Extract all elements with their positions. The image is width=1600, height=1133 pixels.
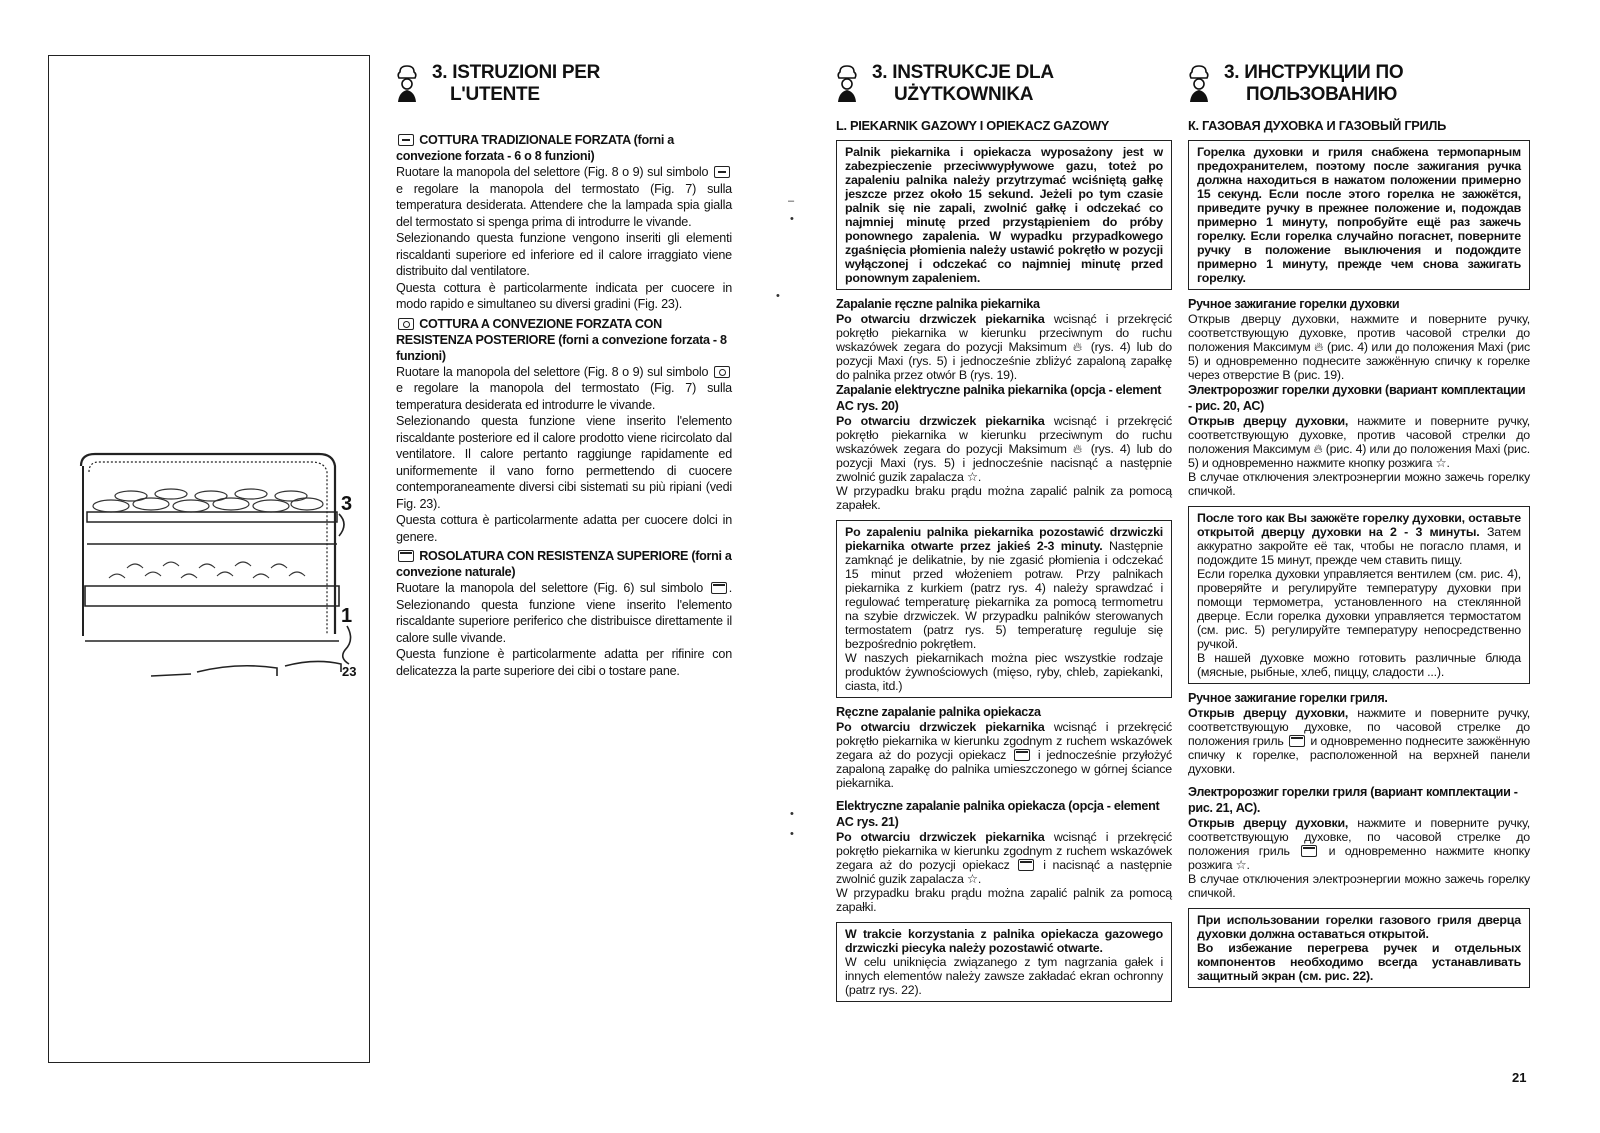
ru-box3-bold: При использовании горелки газового гриля дверца духовки должна оставаться открытой. xyxy=(1197,913,1521,941)
top-element-icon xyxy=(711,582,727,594)
spark-icon: ☆ xyxy=(966,872,978,886)
traditional-fan-icon xyxy=(714,166,730,178)
top-element-icon xyxy=(398,550,414,562)
it-s1-p3: Questa cottura è particolarmente indicata per cuocere in modo rapido e simultaneo su diversi gradini (Fig. 23). xyxy=(396,280,732,311)
it-s1-heading: COTTURA TRADIZIONALE FORZATA (forni a convezione forzata - 6 o 8 funzioni) xyxy=(396,133,674,163)
ru-s1-text-a: Открыв дверцу духовки, нажмите и поверните ручку, соответствующую духовке, против часовой стрелки до положения Максимум xyxy=(1188,312,1530,354)
pl-warning-box-3 xyxy=(836,922,1172,1002)
ru-s3-heading: Ручное зажигание горелки гриля. xyxy=(1188,691,1388,705)
margin-mark: – xyxy=(788,195,795,207)
it-s1-text-b: e regolare la manopola del termostato (Fig. 7) sulla temperatura desiderata. Attendere che la lampada spia gialla del termostato si spenga prima di introdurre le vivande. xyxy=(396,181,732,229)
pl-s4-text-c: i nacisnąć a następnie zwolnić guzik zapalacza xyxy=(836,858,1172,886)
pl-s2-text-b: wcisnąć i przekręcić pokrętło piekarnika w kierunku przeciwnym do ruchu wskazówek zegara do pozycji Maksimum xyxy=(836,414,1172,456)
ru-s3-bold: Открыв дверцу духовки, xyxy=(1188,706,1349,720)
pl-s4-heading: Elektryczne zapalanie palnika opiekacza (opcja - element AC rys. 21) xyxy=(836,799,1160,829)
pl-s1-heading: Zapalanie ręczne palnika piekarnika xyxy=(836,297,1040,311)
ru-s4-bold: Открыв дверцу духовки, xyxy=(1188,816,1349,830)
it-section-1 xyxy=(396,132,732,313)
ru-warning-box-1 xyxy=(1188,140,1530,290)
traditional-fan-icon xyxy=(398,134,414,146)
it-s3-text-a: Ruotare la manopola del selettore (Fig. 6) sul simbolo xyxy=(396,581,704,595)
page-number: 21 xyxy=(1512,1070,1527,1085)
pl-s2-heading: Zapalanie elektryczne palnika piekarnika (opcja - element AC rys. 20) xyxy=(836,383,1162,413)
pl-s2-p2: W przypadku braku prądu można zapalić palnik za pomocą zapałek. xyxy=(836,484,1172,512)
it-section-3 xyxy=(396,548,732,679)
pl-s3-heading: Ręczne zapalanie palnika opiekacza xyxy=(836,705,1041,719)
ru-s3-text-b: нажмите и поверните ручку, соответствующую духовке, по часовой стрелке до положения гриль xyxy=(1188,706,1530,748)
ru-s1-text-b: (рис. 4) или до положения Maxi (рис 5) и одновременно поднесите зажжённую спичку к горелке через отверстие В (рис. 19). xyxy=(1188,340,1530,382)
ru-section-header xyxy=(1188,62,1530,114)
grill-icon xyxy=(1301,845,1317,857)
rack-level-3: 3 xyxy=(341,493,353,515)
pl-heading: L. PIEKARNIK GAZOWY I OPIEKACZ GAZOWY xyxy=(836,118,1110,133)
it-s2-heading: COTTURA A CONVEZIONE FORZATA CON RESISTENZA POSTERIORE (forni a convezione forzata - 8 funzioni) xyxy=(396,316,727,363)
flame-icon: 🔥︎ xyxy=(1072,340,1085,354)
it-s1-text-a: Ruotare la manopola del selettore (Fig. 8 o 9) sul simbolo xyxy=(396,165,709,179)
pl-title-line2: UŻYTKOWNIKA xyxy=(894,84,1034,105)
pl-s4-bold: Po otwarciu drzwiczek piekarnika xyxy=(836,830,1045,844)
pl-warning-box-1 xyxy=(836,140,1172,290)
it-s3-text-b: . Selezionando questa funzione viene inserito l'elemento riscaldante superiore periferico che distribuisce direttamente il calore sulle vivande. xyxy=(396,581,732,645)
chef-icon xyxy=(1188,64,1210,104)
ru-box3-text: Во избежание перегрева ручек и отдельных компонентов необходимо всегда устанавливать защитный экран (см. рис. 22). xyxy=(1197,941,1521,983)
flame-icon: 🔥︎ xyxy=(1314,340,1324,354)
ru-warning-box-2 xyxy=(1188,506,1530,684)
pl-title-line1: 3. INSTRUKCJE DLA xyxy=(872,62,1054,83)
ru-title xyxy=(1224,62,1403,106)
flame-icon: 🔥︎ xyxy=(1072,442,1085,456)
pl-s1-text-b: wcisnąć i przekręcić pokrętło piekarnika w kierunku przeciwnym do ruchu wskazówek zegara do pozycji Maksimum xyxy=(836,312,1172,354)
ru-title-line1: 3. ИНСТРУКЦИИ ПО xyxy=(1224,62,1404,83)
ru-s4-p2: В случае отключения электроэнергии можно зажечь горелку спичкой. xyxy=(1188,872,1530,900)
pl-s2-text-c: (rys. 4) lub do pozycji Maxi (rys. 5) i jednocześnie nacisnąć a następnie zwolnić guzik zapalacza xyxy=(836,442,1172,484)
chef-icon xyxy=(836,64,858,104)
ru-box2-bold: После того как Вы зажжёте горелку духовки, оставьте открытой дверцу духовки на 2 - 3 минуты. xyxy=(1197,511,1521,539)
margin-mark: • xyxy=(790,828,794,840)
pl-s3-bold: Po otwarciu drzwiczek piekarnika xyxy=(836,720,1045,734)
pl-box2-bold: Po zapaleniu palnika piekarnika pozostawić drzwiczki piekarnika otwarte przez jakieś 2-3 minuty. xyxy=(845,525,1163,553)
pl-box2-text: Następnie zamknąć je delikatnie, by nie zgasić płomienia i odczekać 15 minut przed włożeniem potraw. Przy palnikach piekarnika z kurkiem (patrz rys. 4) należy sprawdzać i regulować temperaturę piekarnika za pomocą termometru na szybie drzwiczek. W przypadku palników sterowanych termostatem (patrz rys. 5) temperaturę reguluje się bezpośrednio pokrętłem. xyxy=(845,539,1163,651)
figure-panel xyxy=(48,55,370,1063)
spark-icon: ☆ xyxy=(1435,456,1447,470)
ru-box1-text: Горелка духовки и гриля снабжена термопарным предохранителем, поэтому после зажигания ручка должна находиться в нажатом положении примерно 15 секунд. Если после этого горелка не зажжётся, приведите ручку в прежнее положение и, подождав примерно 1 минуту, попробуйте ещё раз зажечь горелку. Если горелка случайно погаснет, поверните ручку в положение выключения и подождите примерно 1 минуту, прежде чем снова зажигать горелку. xyxy=(1197,145,1521,285)
pl-title xyxy=(872,62,1054,106)
italian-column xyxy=(396,62,732,679)
pl-s1-text-c: (rys. 4) lub do pozycji Maxi (rys. 5) i jednocześnie zbliżyć zapaloną zapałkę do palnika przez otwór B (rys. 19). xyxy=(836,340,1172,382)
ru-s2-p2: В случае отключения электроэнергии можно зажечь горелку спичкой. xyxy=(1188,470,1530,498)
ru-s2-bold: Открыв дверцу духовки, xyxy=(1188,414,1349,428)
ru-s4-text-b: нажмите и поверните ручку, соответствующую духовке, по часовой стрелке до положения гриль xyxy=(1188,816,1530,858)
figure-number: 23 xyxy=(342,664,357,679)
it-s3-p2: Questa funzione è particolarmente adatta per rifinire con delicatezza la parte superiore dei cibi o tostare pane. xyxy=(396,647,732,678)
it-title-line2: L'UTENTE xyxy=(450,84,540,105)
pl-section-header xyxy=(836,62,1172,114)
fan-rear-element-icon xyxy=(398,318,414,330)
russian-column: 3. ИНСТРУКЦИИ ПО ПОЛЬЗОВАНИЮ К. ГАЗОВАЯ ДУХОВКА И ГАЗОВЫЙ ГРИЛЬ Горелка духовки и гриля снабжена термопарным предохранителем, поэтому после зажигания ручка должна находиться в нажатом положении примерно 15 секунд. Если после этого горелка не зажжётся, приведите ручку в прежнее положение и, подождав примерно 1 минуту, попробуйте ещё раз зажечь горелку. Если горелка случайно погаснет, поверните ручку в положение выключения и подождите примерно 1 минуту, прежде чем снова зажигать горелку. Ручное зажигание горелки духовки Открыв дверцу духовки, нажмите и поверните ручку, соответствующую духовке, против часовой стрелки до положения Максимум 🔥︎ (рис. 4) или до положения Maxi (рис 5) и одновременно поднесите зажжённую спичку к горелке через отверстие В (рис. 19). Электророзжиг горелки духовки (вариант комплектации - рис. 20, АС) Открыв дверцу духовки, нажмите и поверните ручку, соответствующую духовке, против часовой стрелки до положения Максимум 🔥︎ (рис. 4) или до положения Maxi (рис. 5) и одновременно нажмите кнопку розжига ☆. В случае отключения электроэнергии можно зажечь горелку спичкой. После того как Вы зажжёте горелку духовки, оставьте открытой дверцу духовки на 2 - 3 минуты. Затем аккуратно закройте её так, чтобы не погасло пламя, и подождите 15 минут, прежде чем ставить пищу. Если горелка духовки управляется вентилем (см. рис. 4), проверяйте и регулируйте температуру духовки при помощи термометра, установленного на стеклянной дверце. Если горелка духовки управляется термостатом (см. рис. 5) регулируйте температуру непосредственно ручкой. В нашей духовке можно готовить различные блюда (мясные, рыбные, хлеб, пиццу, сладости ...). Ручное зажигание горелки гриля. Открыв дверцу духовки, нажмите и поверните ручку, соответствующую духовке, по часовой стрелке до положения гриль и одновременно поднесите зажжённую спичку к горелке, расположенной на верхней панели духовки. Электророзжиг горелки гриля (вариант комплектации - рис. 21, АС). Открыв дверцу духовки, нажмите и поверните ручку, соответствующую духовке, по часовой стрелке до положения гриль и одновременно нажмите кнопку розжига ☆. В случае отключения электроэнергии можно зажечь горелку спичкой. При использовании горелки газового гриля дверца духовки должна оставаться открытой. Во избежание перегрева ручек и отдельных компонентов необходимо всегда устанавливать защитный экран (см. рис. 22). xyxy=(1188,62,1530,994)
ru-title-line2: ПОЛЬЗОВАНИЮ xyxy=(1246,84,1398,105)
ru-box2-text-c: Если горелка духовки управляется вентилем (см. рис. 4), проверяйте и регулируйте температуру духовки при помощи термометра, установленного на стеклянной дверце. Если горелка духовки управляется термостатом (см. рис. 5) регулируйте температуру непосредственно ручкой. xyxy=(1197,567,1521,651)
ru-s2-heading: Электророзжиг горелки духовки (вариант комплектации - рис. 20, АС) xyxy=(1188,383,1526,413)
it-s2-p2: Selezionando questa funzione viene inserito l'elemento riscaldante posteriore ed il calore prodotto viene ricircolato dal ventilatore. Il calore pertanto raggiunge rapidamente ed uniformemente il vano forno permettendo di cuocere contemporaneamente diversi cibi sistemati su più ripiani (vedi Fig. 23). xyxy=(396,414,732,511)
pl-s2-bold: Po otwarciu drzwiczek piekarnika xyxy=(836,414,1045,428)
ru-s3-text-c: и одновременно поднесите зажжённую спичку к горелке, расположенной на верхней панели духовки. xyxy=(1188,734,1530,776)
it-title xyxy=(432,62,600,106)
pl-s3-text-b: wcisnąć i przekręcić pokrętło piekarnika w kierunku zgodnym z ruchem wskazówek zegara aż do pozycji opiekacz xyxy=(836,720,1172,762)
pl-warning-box-2 xyxy=(836,520,1172,698)
grill-icon xyxy=(1014,749,1030,761)
ru-warning-box-3 xyxy=(1188,908,1530,988)
fan-rear-element-icon xyxy=(714,366,730,378)
spark-icon: ☆ xyxy=(966,470,978,484)
ru-s4-text-c: и одновременно нажмите кнопку розжига xyxy=(1188,844,1530,872)
rack-level-1: 1 xyxy=(341,605,353,627)
ru-box2-text: Затем аккуратно закройте её так, чтобы не погасло пламя, и подождите 15 минут, прежде чем ставить пищу. xyxy=(1197,525,1521,567)
it-title-line1: 3. ISTRUZIONI PER xyxy=(432,62,601,83)
it-s2-text-b: e regolare la manopola del termostato (Fig. 7) sulla temperatura desiderata ed introdurre le vivande. xyxy=(396,381,732,412)
pl-box3-text: W celu uniknięcia związanego z tym nagrzania gałek i innych elementów należy zawsze zakładać ekran ochronny (patrz rys. 22). xyxy=(845,955,1163,997)
it-s2-text-a: Ruotare la manopola del selettore (Fig. 8 o 9) sul simbolo xyxy=(396,364,709,379)
spark-icon: ☆ xyxy=(1235,858,1247,872)
chef-icon xyxy=(396,64,418,104)
ru-heading: К. ГАЗОВАЯ ДУХОВКА И ГАЗОВЫЙ ГРИЛЬ xyxy=(1188,118,1446,133)
polish-column: 3. INSTRUKCJE DLA UŻYTKOWNIKA L. PIEKARNIK GAZOWY I OPIEKACZ GAZOWY Palnik piekarnika i opiekacza wyposażony jest w zabezpieczenie przeciwwypływowe gazu, toteż po zapaleniu palnika należy przytrzymać wciśniętą gałkę jeszcze przez około 15 sekund. Jeżeli po tym czasie palnik się nie zapali, zwolnić gałkę i odczekać co najmniej minutę przed przystąpieniem do próby ponownego zapalenia. W wypadku przypadkowego zgaśnięcia płomienia należy ustawić pokrętło w pozycji wyłączonej i odczekać co najmniej minutę przed ponownym zapaleniem. Zapalanie ręczne palnika piekarnika Po otwarciu drzwiczek piekarnika wcisnąć i przekręcić pokrętło piekarnika w kierunku przeciwnym do ruchu wskazówek zegara do pozycji Maksimum 🔥︎ (rys. 4) lub do pozycji Maxi (rys. 5) i jednocześnie zbliżyć zapaloną zapałkę do palnika przez otwór B (rys. 19). Zapalanie elektryczne palnika piekarnika (opcja - element AC rys. 20) Po otwarciu drzwiczek piekarnika wcisnąć i przekręcić pokrętło piekarnika w kierunku przeciwnym do ruchu wskazówek zegara do pozycji Maksimum 🔥︎ (rys. 4) lub do pozycji Maxi (rys. 5) i jednocześnie nacisnąć a następnie zwolnić guzik zapalacza ☆. W przypadku braku prądu można zapalić palnik za pomocą zapałek. Po zapaleniu palnika piekarnika pozostawić drzwiczki piekarnika otwarte przez jakieś 2-3 minuty. Następnie zamknąć je delikatnie, by nie zgasić płomienia i odczekać 15 minut przed włożeniem potraw. Przy palnikach piekarnika z kurkiem (patrz rys. 4) należy sprawdzać i regulować temperaturę piekarnika za pomocą termometru na szybie drzwiczek. W przypadku palników sterowanych termostatem (patrz rys. 5) temperaturę reguluje się bezpośrednio pokrętłem. W naszych piekarnikach można piec wszystkie rodzaje produktów żywnościowych (mięso, ryby, chleb, zapiekanki, ciasta, itd.) Ręczne zapalanie palnika opiekacza Po otwarciu drzwiczek piekarnika wcisnąć i przekręcić pokrętło piekarnika w kierunku zgodnym z ruchem wskazówek zegara aż do pozycji opiekacz i jednocześnie przyłożyć zapaloną zapałkę do palnika umieszczonego w górnej ściance piekarnika. Elektryczne zapalanie palnika opiekacza (opcja - element AC rys. 21) Po otwarciu drzwiczek piekarnika wcisnąć i przekręcić pokrętło piekarnika w kierunku zgodnym z ruchem wskazówek zegara aż do pozycji opiekacz i nacisnąć a następnie zwolnić guzik zapalacza ☆. W przypadku braku prądu można zapalić palnik za pomocą zapałki. W trakcie korzystania z palnika opiekacza gazowego drzwiczki piecyka należy pozostawić otwarte. W celu uniknięcia związanego z tym nagrzania gałek i innych elementów należy zawsze zakładać ekran ochronny (patrz rys. 22). xyxy=(836,62,1172,1008)
margin-mark: • xyxy=(776,290,780,302)
pl-s1-bold: Po otwarciu drzwiczek piekarnika xyxy=(836,312,1045,326)
it-s3-heading: ROSOLATURA CON RESISTENZA SUPERIORE (forni a convezione naturale) xyxy=(396,549,732,579)
it-section-header xyxy=(396,62,732,114)
grill-icon xyxy=(1289,735,1305,747)
pl-s3-text-c: i jednocześnie przyłożyć zapaloną zapałkę do palnika umieszczonego w górnej ściance piekarnika. xyxy=(836,748,1172,790)
pl-box1-text: Palnik piekarnika i opiekacza wyposażony jest w zabezpieczenie przeciwwypływowe gazu, toteż po zapaleniu palnika należy przytrzymać wciśniętą gałkę jeszcze przez około 15 sekund. Jeżeli po tym czasie palnik się nie zapali, zwolnić gałkę i odczekać co najmniej minutę przed przystąpieniem do próby ponownego zapalenia. W wypadku przypadkowego zgaśnięcia płomienia należy ustawić pokrętło w pozycji wyłączonej i odczekać co najmniej minutę przed ponownym zapaleniem. xyxy=(845,145,1163,285)
ru-s4-heading: Электророзжиг горелки гриля (вариант комплектации - рис. 21, АС). xyxy=(1188,785,1518,815)
pl-s4-text-b: wcisnąć i przekręcić pokrętło piekarnika w kierunku zgodnym z ruchem wskazówek zegara aż do pozycji opiekacz xyxy=(836,830,1172,872)
ru-s2-text-b: нажмите и поверните ручку, соответствующую духовке, против часовой стрелки до положения Максимум xyxy=(1188,414,1530,456)
margin-mark: • xyxy=(790,213,794,225)
pl-box2-text-c: W naszych piekarnikach można piec wszystkie rodzaje produktów żywnościowych (mięso, ryby, chleb, zapiekanki, ciasta, itd.) xyxy=(845,651,1163,693)
oven-illustration xyxy=(49,436,369,696)
margin-mark: • xyxy=(790,808,794,820)
ru-s2-text-c: (рис. 4) или до положения Maxi (рис. 5) и одновременно нажмите кнопку розжига xyxy=(1188,442,1530,470)
it-section-2 xyxy=(396,316,732,546)
pl-s4-p2: W przypadku braku prądu można zapalić palnik za pomocą zapałki. xyxy=(836,886,1172,914)
grill-icon xyxy=(1018,859,1034,871)
flame-icon: 🔥︎ xyxy=(1313,442,1323,456)
ru-s1-heading: Ручное зажигание горелки духовки xyxy=(1188,297,1400,311)
ru-box2-text-d: В нашей духовке можно готовить различные блюда (мясные, рыбные, хлеб, пиццу, сладости ...). xyxy=(1197,651,1521,679)
pl-box3-bold: W trakcie korzystania z palnika opiekacza gazowego drzwiczki piecyka należy pozostawić otwarte. xyxy=(845,927,1163,955)
it-s2-p3: Questa cottura è particolarmente adatta per cuocere dolci in genere. xyxy=(396,513,732,544)
it-s1-p2: Selezionando questa funzione vengono inseriti gli elementi riscaldanti superiore ed inferiore ed il calore irraggiato viene distribuito dal ventilatore. xyxy=(396,231,732,278)
